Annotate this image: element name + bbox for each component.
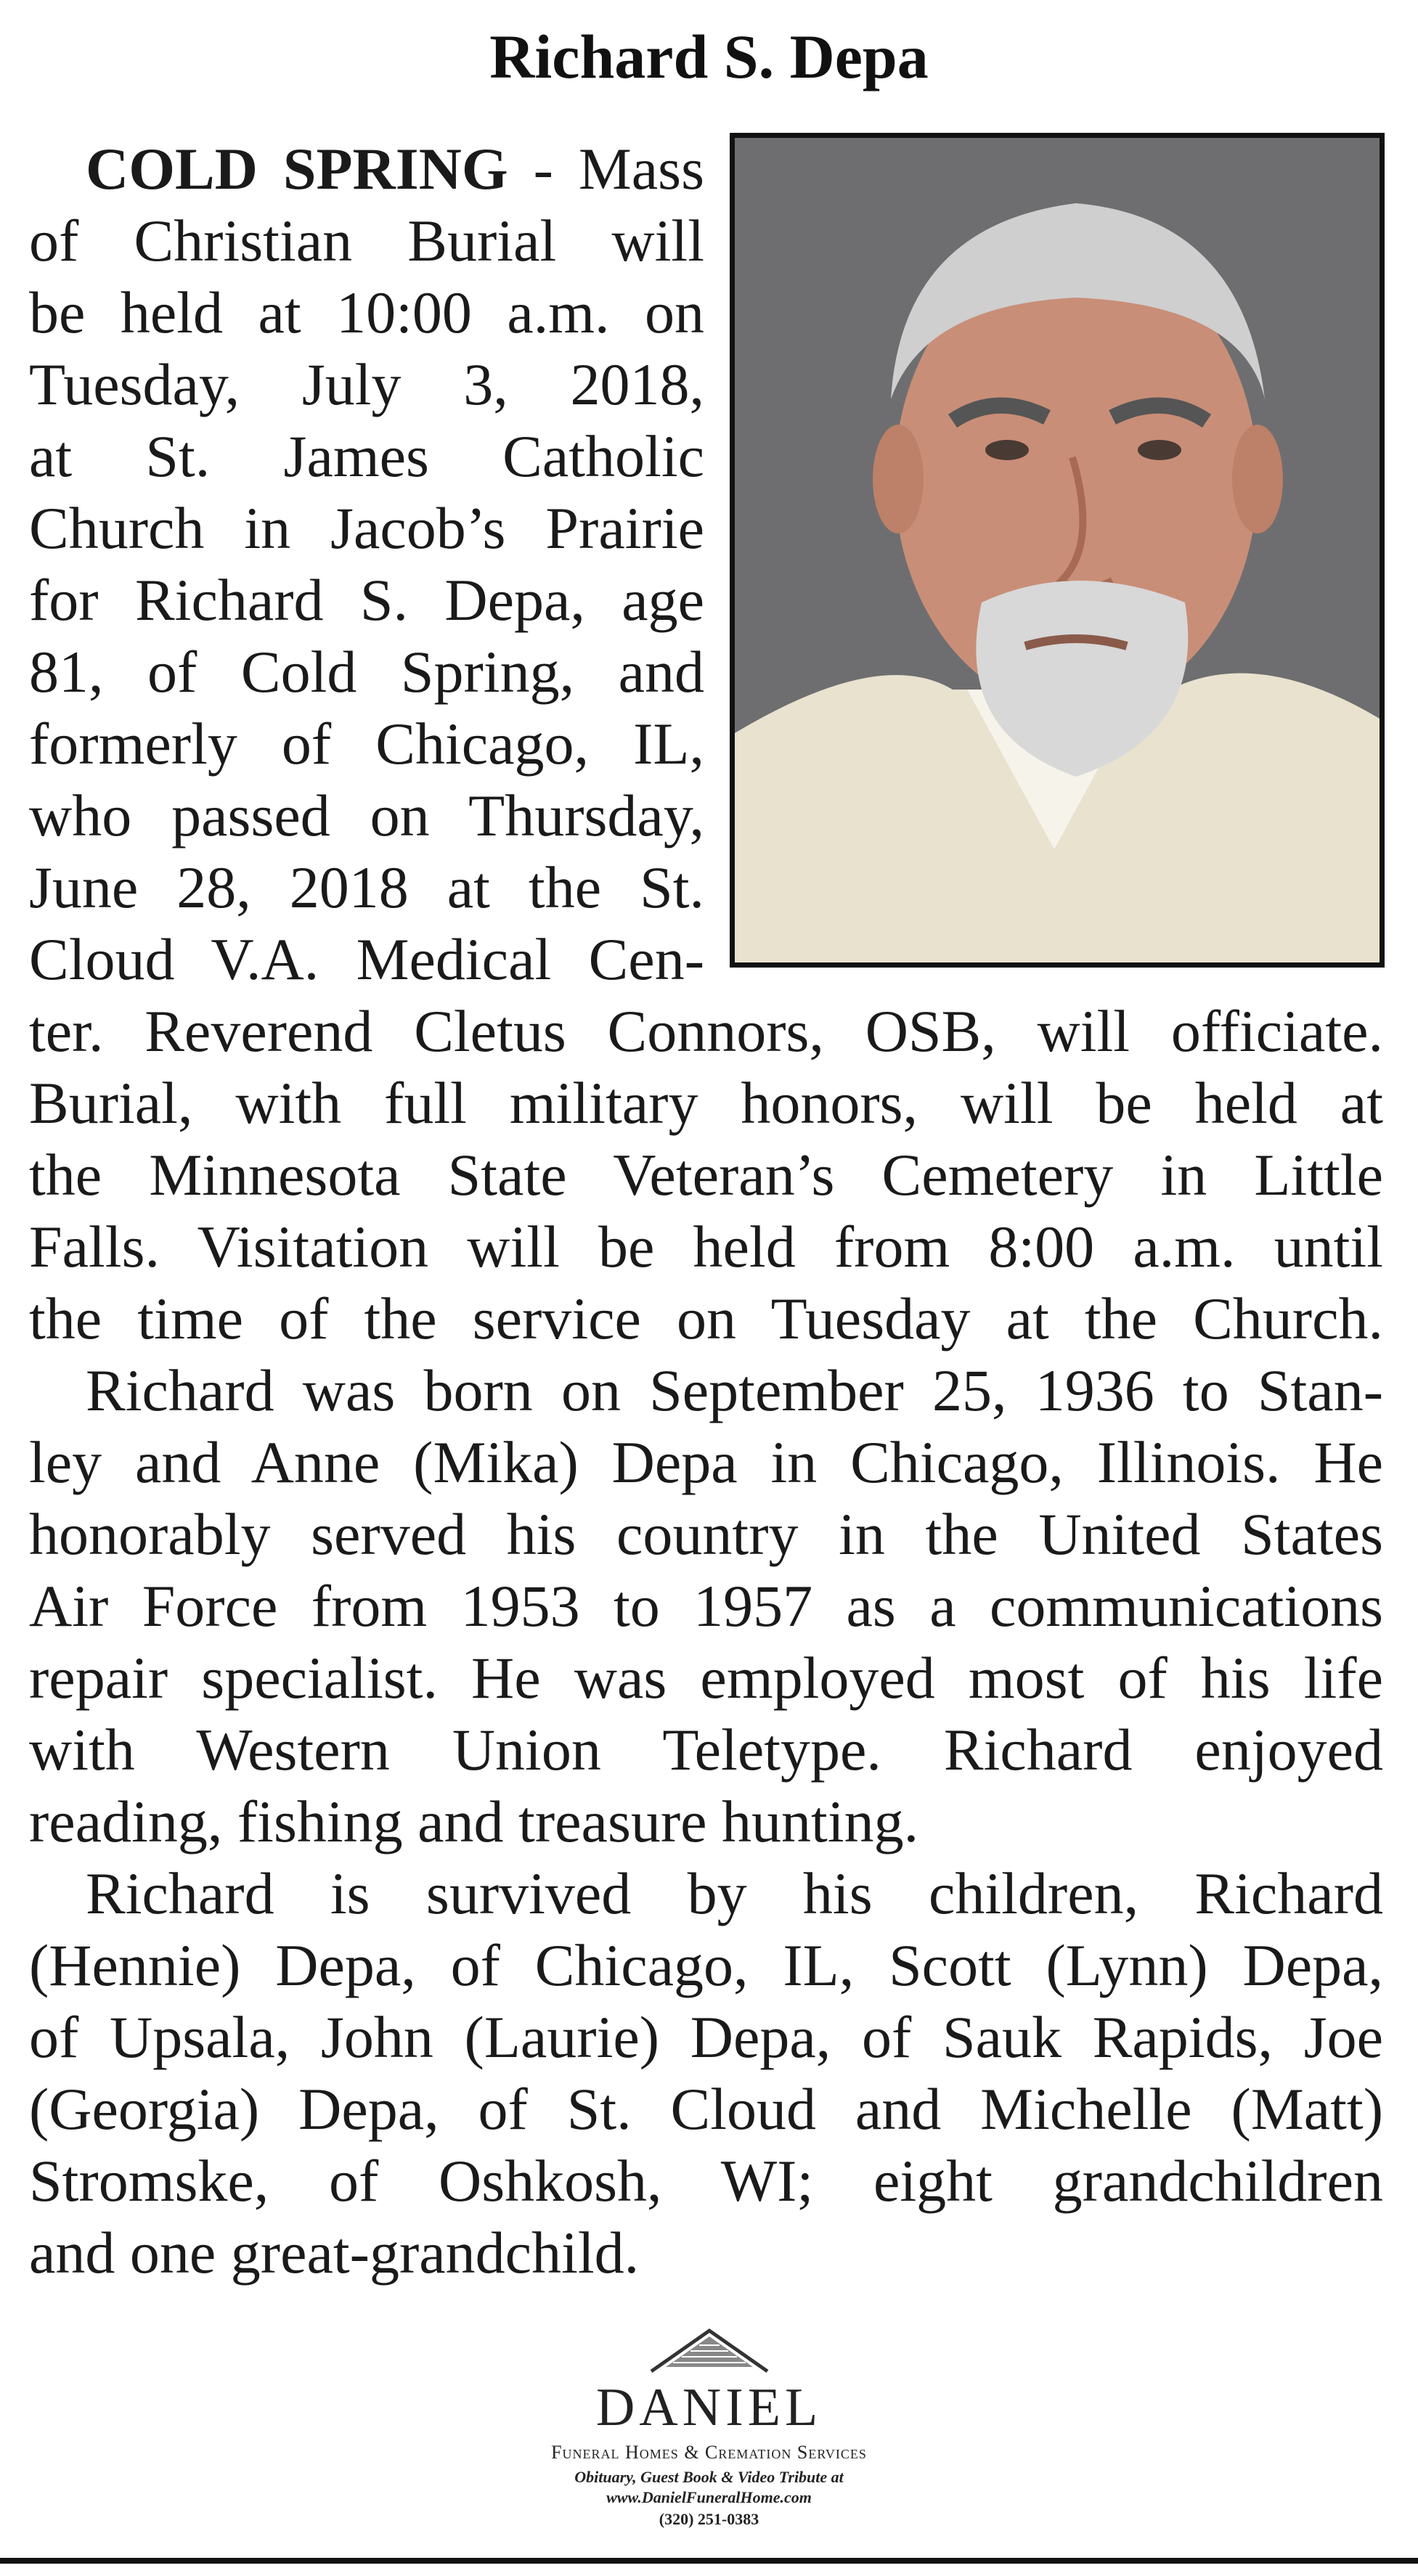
obituary-line: at St. James Catholic	[29, 423, 704, 489]
phone-number: (320) 251-0383	[659, 2510, 759, 2528]
column-full-width	[29, 995, 1383, 2289]
obituary-line: of Upsala, John (Laurie) Depa, of Sauk Rapids, Joe	[29, 2004, 1383, 2070]
obituary-line: June 28, 2018 at the St.	[29, 854, 704, 920]
obituary-line: COLD SPRING - Mass	[86, 136, 705, 202]
obituary-line: repair specialist. He was employed most of his life	[29, 1645, 1383, 1711]
obituary-line: honorably served his country in the United States	[29, 1501, 1383, 1567]
obituary-line: ley and Anne (Mika) Depa in Chicago, Illinois. He	[29, 1429, 1383, 1495]
obituary-line: Church in Jacob’s Prairie	[29, 495, 704, 561]
obituary-line: Richard was born on September 25, 1936 to Stan-	[86, 1357, 1383, 1423]
funeral-home-name: DANIEL	[595, 2378, 823, 2437]
obituary-line: 81, of Cold Spring, and	[29, 639, 704, 705]
portrait-photo	[730, 133, 1385, 968]
obituary-line: ter. Reverend Cletus Connors, OSB, will officiate.	[29, 998, 1383, 1064]
obituary-line: Stromske, of Oshkosh, WI; eight grandchildren	[29, 2148, 1383, 2214]
obituary-line: the time of the service on Tuesday at the Church.	[29, 1285, 1383, 1352]
obituary-line: Tuesday, July 3, 2018,	[29, 351, 704, 417]
roof-logo-icon	[644, 2326, 775, 2377]
obituary-line: and one great-grandchild.	[29, 2220, 640, 2286]
website-link[interactable]: www.DanielFuneralHome.com	[606, 2488, 812, 2506]
obituary-line: (Georgia) Depa, of St. Cloud and Michelle (Matt)	[29, 2076, 1383, 2142]
obituary-line: be held at 10:00 a.m. on	[29, 279, 704, 345]
obituary-title: Richard S. Depa	[489, 22, 929, 91]
obituary-line: Cloud V.A. Medical Cen-	[29, 926, 704, 992]
obituary-line: with Western Union Teletype. Richard enjoyed	[29, 1717, 1383, 1783]
dateline: COLD SPRING	[86, 136, 508, 202]
obituary-line: for Richard S. Depa, age	[29, 567, 704, 633]
obituary-line: Burial, with full military honors, will be held at	[29, 1070, 1383, 1136]
obituary-line: the Minnesota State Veteran’s Cemetery in Little	[29, 1142, 1383, 1208]
obituary-line: (Hennie) Depa, of Chicago, IL, Scott (Lynn) Depa,	[29, 1932, 1383, 1998]
tribute-tagline: Obituary, Guest Book & Video Tribute at	[574, 2468, 844, 2486]
obituary-line: Richard is survived by his children, Richard	[86, 1860, 1383, 1926]
funeral-home-ad	[0, 2326, 1418, 2531]
obituary-line: Air Force from 1953 to 1957 as a communications	[29, 1573, 1383, 1639]
column-beside-photo	[29, 133, 704, 995]
obituary-line: Falls. Visitation will be held from 8:00 a.m. until	[29, 1214, 1383, 1280]
obituary-line: reading, fishing and treasure hunting.	[29, 1788, 919, 1855]
obituary-line: who passed on Thursday,	[29, 782, 704, 849]
funeral-home-services: Funeral Homes & Cremation Services	[551, 2442, 867, 2463]
obituary-line: formerly of Chicago, IL,	[29, 711, 704, 777]
bottom-divider	[0, 2558, 1418, 2564]
obituary-line: of Christian Burial will	[29, 208, 704, 274]
